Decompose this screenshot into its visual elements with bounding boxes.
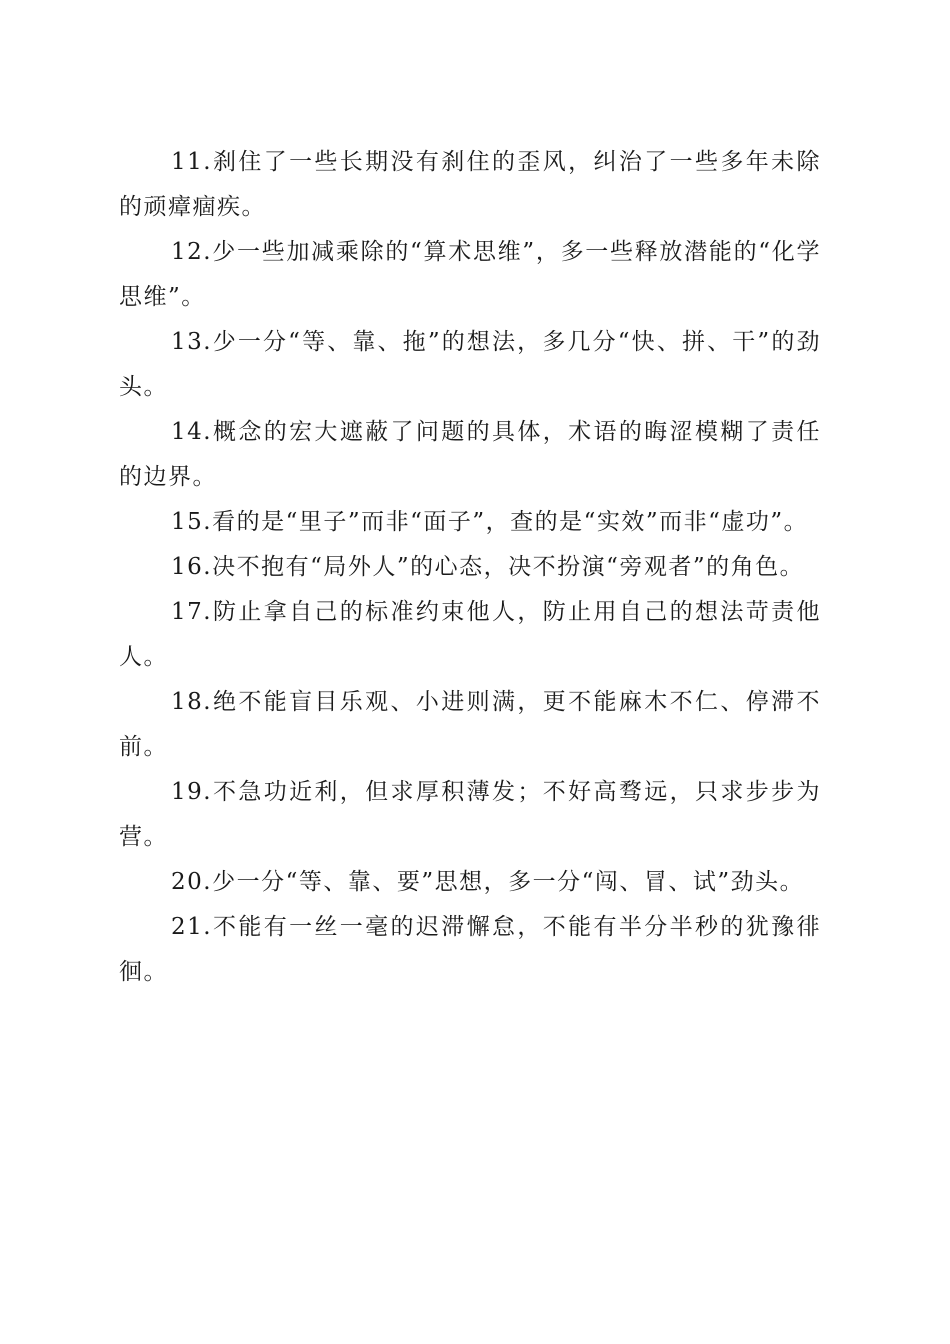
paragraph-13: 13.少一分“等、靠、拖”的想法，多几分“快、拼、干”的劲头。	[119, 329, 821, 400]
paragraph-11: 11.刹住了一些长期没有刹住的歪风，纠治了一些多年未除的顽瘴痼疾。	[119, 149, 821, 220]
paragraph-16: 16.决不抱有“局外人”的心态，决不扮演“旁观者”的角色。	[171, 554, 805, 580]
paragraph-17: 17.防止拿自己的标准约束他人，防止用自己的想法苛责他人。	[119, 599, 821, 670]
paragraph-19: 19.不急功近利，但求厚积薄发；不好高骛远，只求步步为营。	[119, 779, 821, 850]
paragraph-18: 18.绝不能盲目乐观、小进则满，更不能麻木不仁、停滞不前。	[119, 689, 821, 760]
paragraph-12: 12.少一些加减乘除的“算术思维”，多一些释放潜能的“化学思维”。	[119, 239, 821, 310]
document-body	[119, 140, 821, 995]
paragraph-21: 21.不能有一丝一毫的迟滞懈怠，不能有半分半秒的犹豫徘徊。	[119, 914, 821, 985]
paragraph-14: 14.概念的宏大遮蔽了问题的具体，术语的晦涩模糊了责任的边界。	[119, 419, 821, 490]
paragraph-20: 20.少一分“等、靠、要”思想，多一分“闯、冒、试”劲头。	[171, 869, 805, 895]
paragraph-15: 15.看的是“里子”而非“面子”，查的是“实效”而非“虚功”。	[171, 509, 809, 535]
